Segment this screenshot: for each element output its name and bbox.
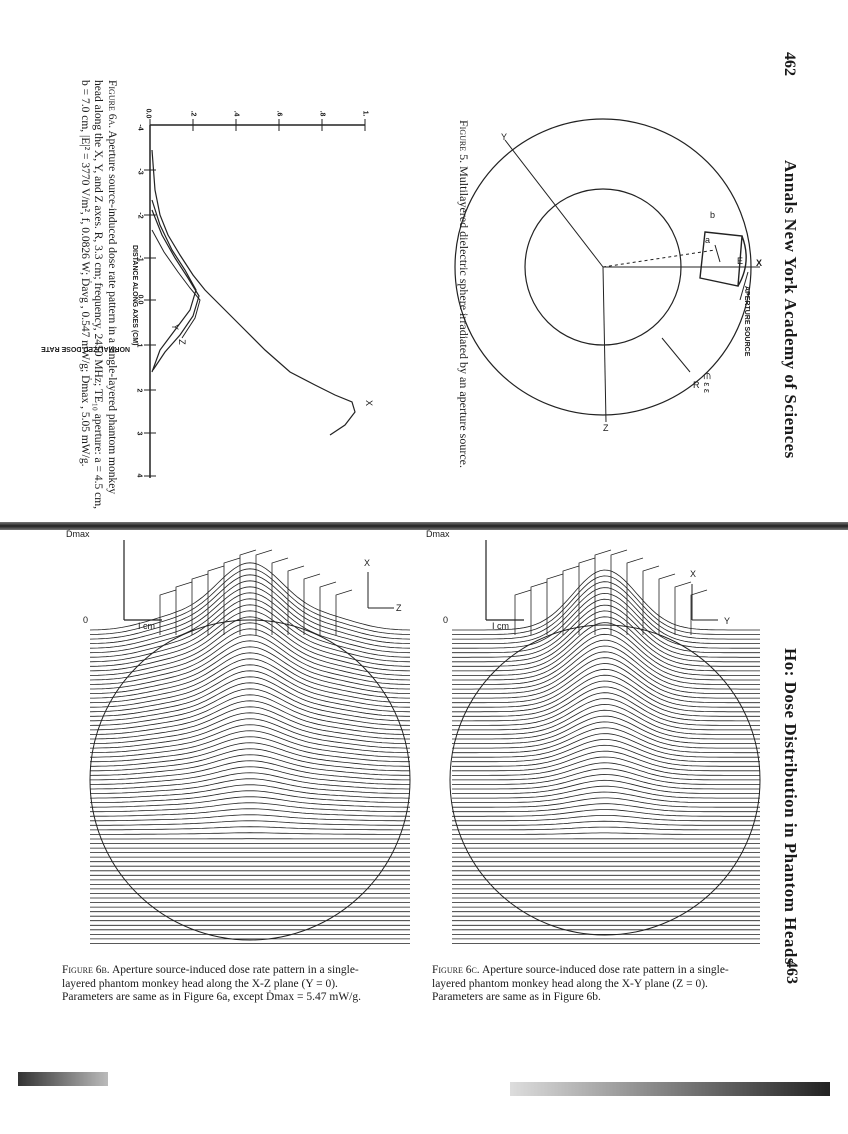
figure-6c-caption — [432, 964, 772, 1005]
fig6c-contour-line — [452, 775, 760, 790]
fig6c-contour-line — [452, 827, 760, 830]
fig5-axis-x: X — [756, 258, 763, 268]
fig5-label-r: R — [693, 380, 700, 390]
fig6c-contour-line — [452, 780, 760, 793]
figure-6b-caption-text1: Aperture source-induced dose rate pattern in a single- — [111, 964, 359, 976]
figure-5-caption-label: Figure 5. — [457, 120, 471, 164]
aperture-source-label: APERTURE SOURCE — [743, 286, 750, 357]
figure-6a-caption-line2: head along the X, Y, and Z axes. R, 3.3 cm; frequency, 2450 MHz; TE₁₀ aperture: a = 4.5 cm, — [92, 80, 105, 510]
fig5-axis-z: Z — [603, 423, 609, 433]
figure-6b-caption-label: Figure 6b. — [62, 964, 110, 976]
fig6c-contour-line — [452, 804, 760, 812]
fig6a-x-tick-5: 1 — [135, 343, 143, 348]
fig6a-x-tick-2: -2 — [136, 212, 144, 219]
fig6b-dmax-label: Ḋmax — [66, 529, 90, 539]
fig6a-y-tick-2: .4 — [232, 110, 240, 117]
fig6b-scale-label: I cm — [138, 621, 155, 631]
fig6c-contour-line — [452, 611, 760, 662]
fig6a-curve-label-z: Z — [176, 339, 187, 345]
figure-6b-caption-line2: layered phantom monkey head along the X-Z plane (Y = 0). — [62, 977, 338, 990]
fig6a-x-tick-1: -3 — [136, 168, 144, 175]
fig6c-contour-line — [452, 833, 760, 835]
fig6c-peak-line — [531, 582, 547, 635]
fig6c-origin-label: 0 — [443, 615, 449, 625]
fig6a-x-tick-6: 2 — [135, 388, 143, 393]
figure-6c-caption-line3: Parameters are same as in Figure 6b. — [432, 991, 601, 1003]
figure-6c-caption-line1 — [432, 964, 772, 978]
figure-6c-caption-line2: layered phantom monkey head along the X-Y plane (Z = 0). — [432, 977, 708, 990]
fig6c-contour-line — [452, 640, 760, 684]
fig6a-x-tick-0: -4 — [136, 124, 144, 131]
fig6c-axis-y: Y — [724, 616, 731, 626]
fig6b-axis-z: Z — [396, 603, 402, 613]
figure-6c-caption-text1: Aperture source-induced dose rate pattern in a single- — [481, 964, 729, 976]
fig6c-peak-line — [595, 550, 611, 635]
fig6c-contour-line — [452, 605, 760, 657]
figure-6a-caption-text1: Aperture source-induced dose rate pattern in a single-layered phantom monkey — [106, 130, 118, 495]
fig6c-contour-line — [452, 588, 760, 644]
running-head-left: Annals New York Academy of Sciences — [781, 160, 800, 459]
fig6a-y-tick-5: 1. — [361, 110, 369, 117]
fig6a-curve-label-y: Y — [170, 323, 181, 331]
fig6a-y-tick-3: .6 — [275, 110, 283, 117]
fig6a-y-tick-1: .2 — [189, 110, 197, 117]
fig6c-axis-x: X — [690, 569, 697, 579]
fig6c-peak-line — [643, 566, 659, 635]
fig6a-x-tick-4: 0.0 — [136, 294, 144, 305]
fig5-label-e: E — [737, 256, 744, 266]
fig5-label-b: b — [710, 210, 716, 220]
fig6a-y-tick-0: 0.0 — [144, 108, 152, 119]
figure-6a-caption-line3: b = 7.0 cm, |E|² = 3770 V/m², f, 0.0826 W; Ḋavg , 0.547 mW/g; Ḋmax , 5.05 mW/g. — [79, 80, 91, 467]
page-number-left: 462 — [781, 52, 798, 76]
figure-6c-caption-label: Figure 6c. — [432, 964, 480, 976]
fig6c-contour-line — [452, 763, 760, 780]
fig6c-peak-line — [691, 590, 707, 635]
fig6c-contour-line — [452, 728, 760, 753]
fig6a-curve-label-x: X — [364, 399, 375, 407]
fig6c-contour-line — [452, 821, 760, 825]
fig6a-x-tick-8: 4 — [135, 473, 143, 478]
fig6c-contour-line — [452, 740, 760, 762]
scan-edge-bottom — [510, 1082, 830, 1096]
fig5-label-a: a — [705, 235, 711, 245]
fig6a-y-tick-4: .8 — [318, 110, 326, 117]
fig6c-contour-line — [452, 722, 760, 748]
fig6a-x-tick-3: -1 — [136, 255, 144, 262]
fig6b-axis-x: X — [364, 558, 371, 568]
page-number-right: 463 — [783, 960, 800, 984]
running-head-right: Ho: Dose Distribution in Phantom Heads — [781, 648, 800, 965]
fig6a-x-tick-7: 3 — [135, 431, 143, 436]
fig5-axis-y: Y — [501, 132, 508, 142]
fig6a-x-axis-title: DISTANCE ALONG AXES (CM) — [131, 245, 138, 346]
fig6c-peak-line — [547, 574, 563, 635]
scan-edge-bottom-left — [18, 1072, 108, 1086]
figure-6a-caption-label: Figure 6a. — [106, 80, 118, 129]
fig6b-origin-label: 0 — [83, 615, 89, 625]
fig6c-contour-line — [452, 751, 760, 771]
fig6c-dmax-label: Ḋmax — [426, 529, 450, 539]
fig6c-scale-label: I cm — [492, 621, 509, 631]
fig5-layer-labels: ∈ ε ε — [702, 372, 712, 393]
fig6a-y-axis-title: NORMALIZED DOSE RATE — [41, 345, 130, 352]
figure-6b-caption-line3: Parameters are same as in Figure 6a, except Ḋmax = 5.47 mW/g. — [62, 991, 361, 1003]
figure-5-caption-text: Multilayered dielectric sphere irradiated by an aperture source. — [457, 166, 471, 468]
